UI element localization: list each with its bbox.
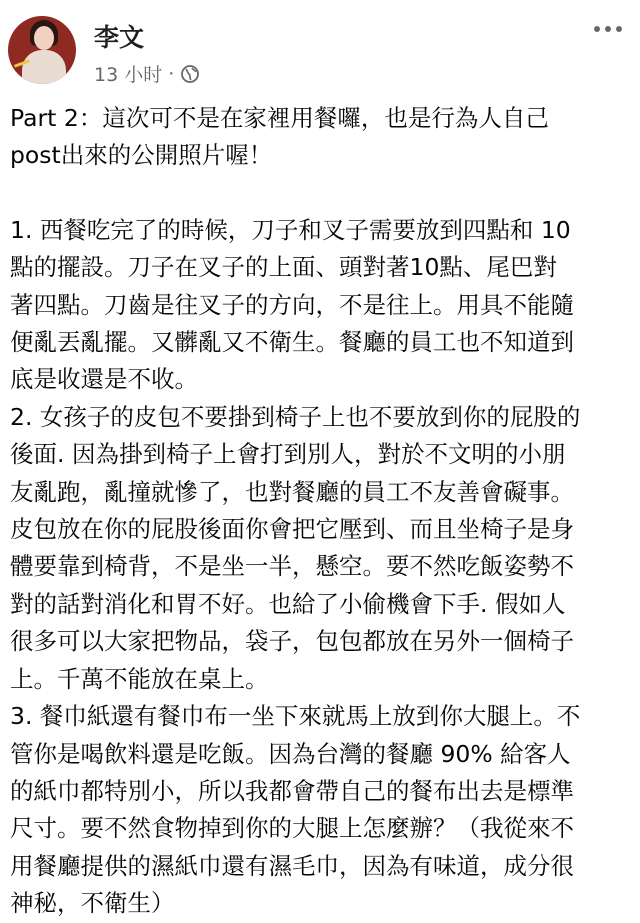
post-text-line: 很多可以大家把物品，袋子，包包都放在另外一個椅子	[10, 627, 574, 656]
post-text-line: 尺寸。要不然食物掉到你的大腿上怎麼辦？（我從來不	[10, 814, 574, 843]
post-text-line: 後面. 因為掛到椅子上會打到別人，對於不文明的小朋	[10, 440, 566, 469]
post-text-line: post出來的公開照片喔！	[10, 141, 273, 170]
meta-separator: ·	[168, 62, 175, 85]
post-text-line: 神秘，不衛生）	[10, 889, 175, 918]
globe-icon	[180, 64, 200, 84]
post-header	[0, 0, 640, 92]
author-name[interactable]: 李文	[94, 23, 145, 52]
post-text-line: 上。千萬不能放在桌上。	[10, 664, 269, 693]
post-text-line: 用餐廳提供的濕紙巾還有濕毛巾，因為有味道，成分很	[10, 851, 574, 880]
more-dot	[605, 26, 611, 32]
post-text-line: 著四點。刀齒是往叉子的方向，不是往上。用具不能隨	[10, 290, 574, 319]
post-meta	[94, 60, 200, 87]
post-text-line: 皮包放在你的屁股後面你會把它壓到、而且坐椅子是身	[10, 515, 574, 544]
paragraph-gap	[10, 175, 632, 212]
avatar-figure-face	[34, 26, 54, 50]
post-text-line: Part 2：這次可不是在家裡用餐囉，也是行為人自己	[10, 104, 549, 132]
avatar-figure-body	[22, 50, 66, 84]
post-text-line: 友亂跑，亂撞就慘了，也對餐廳的員工不友善會礙事。	[10, 477, 574, 506]
post-intro	[10, 100, 632, 175]
post-text-line: 點的擺設。刀子在叉子的上面、頭對著10點、尾巴對	[10, 253, 557, 282]
post-time[interactable]: 13 小时	[94, 64, 163, 86]
post-text-line: 3. 餐巾紙還有餐巾布一坐下來就馬上放到你大腿上。不	[10, 702, 581, 731]
post-text-line: 體要靠到椅背，不是坐一半，懸空。要不然吃飯姿勢不	[10, 552, 574, 581]
more-options-button[interactable]	[588, 20, 628, 38]
post-text-line: 底是收還是不收。	[10, 365, 198, 394]
post-text-line: 2. 女孩子的皮包不要掛到椅子上也不要放到你的屁股的	[10, 402, 581, 431]
avatar[interactable]	[8, 16, 76, 84]
post-body	[10, 212, 632, 923]
post-text-line: 管你是喝飲料還是吃飯。因為台灣的餐廳 90% 給客人	[10, 739, 571, 768]
post-text-line: 便亂丟亂擺。又髒亂又不衛生。餐廳的員工也不知道到	[10, 328, 574, 357]
post-text-line: 的紙巾都特別小，所以我都會帶自己的餐布出去是標準	[10, 776, 574, 805]
post-text-line: 對的話對消化和胃不好。也給了小偷機會下手. 假如人	[10, 589, 566, 618]
more-dot	[616, 26, 622, 32]
post-text-line: 1. 西餐吃完了的時候，刀子和叉子需要放到四點和 10	[10, 215, 571, 244]
post-text	[10, 100, 632, 923]
more-dot	[594, 26, 600, 32]
